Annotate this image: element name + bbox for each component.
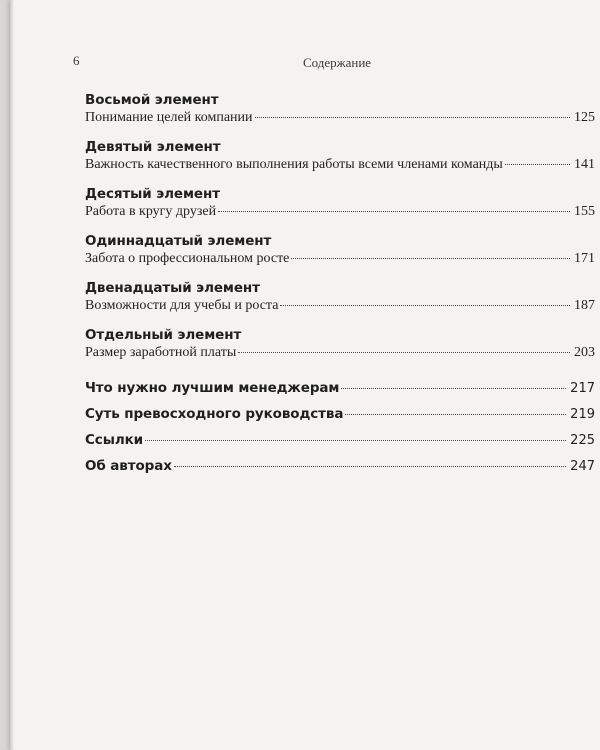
toc-section-best-managers[interactable]: [85, 379, 595, 398]
toc-chapter-11[interactable]: [85, 232, 595, 268]
dot-leader: [174, 466, 566, 467]
page-header: [73, 53, 600, 73]
dot-leader: [505, 164, 570, 165]
chapter-title: Десятый элемент: [85, 186, 220, 202]
page-ref: 219: [570, 407, 595, 422]
chapter-subtitle: Возможности для учебы и роста: [85, 298, 279, 313]
section-title: Суть превосходного руководства: [85, 406, 344, 422]
page-ref: 171: [574, 251, 595, 266]
table-of-contents: [85, 91, 595, 483]
toc-section-about-authors[interactable]: [85, 457, 595, 476]
section-title: Об авторах: [85, 458, 172, 474]
chapter-line: [85, 250, 595, 268]
binding-shadow: [10, 0, 14, 750]
toc-chapter-12[interactable]: [85, 279, 595, 315]
dot-leader: [145, 440, 566, 441]
toc-chapter-8[interactable]: [85, 91, 595, 127]
chapter-line: [85, 344, 595, 362]
chapter-title: Отдельный элемент: [85, 327, 242, 343]
chapter-title: Одиннадцатый элемент: [85, 233, 272, 249]
dot-leader: [280, 305, 570, 306]
page-ref: 141: [574, 157, 595, 172]
running-title: Содержание: [302, 55, 372, 70]
section-title: Что нужно лучшим менеджерам: [85, 380, 340, 396]
page-ref: 187: [574, 298, 595, 313]
chapter-title: Восьмой элемент: [85, 92, 219, 108]
page-ref: 225: [570, 433, 595, 448]
dot-leader: [218, 211, 570, 212]
chapter-subtitle: Понимание целей компании: [85, 110, 253, 125]
chapter-subtitle: Забота о профессиональном росте: [85, 251, 290, 266]
page-ref: 203: [574, 345, 595, 360]
chapter-subtitle: Важность качественного выполнения работы всеми членами команды: [85, 157, 503, 172]
chapter-title: Девятый элемент: [85, 139, 221, 155]
toc-section-references[interactable]: [85, 431, 595, 450]
toc-chapter-10[interactable]: [85, 185, 595, 221]
book-page: [10, 0, 600, 750]
dot-leader: [255, 117, 570, 118]
chapter-subtitle: Размер заработной платы: [85, 345, 237, 360]
chapter-line: [85, 156, 595, 174]
chapter-line: [85, 203, 595, 221]
chapter-line: [85, 109, 595, 127]
dot-leader: [238, 352, 570, 353]
section-title: Ссылки: [85, 432, 144, 448]
dot-leader: [291, 258, 570, 259]
chapter-line: [85, 297, 595, 315]
toc-section-excellent-leadership[interactable]: [85, 405, 595, 424]
chapter-title: Двенадцатый элемент: [85, 280, 260, 296]
toc-chapter-9[interactable]: [85, 138, 595, 174]
page-number: 6: [73, 53, 80, 68]
toc-chapter-separate[interactable]: [85, 326, 595, 362]
dot-leader: [345, 414, 566, 415]
chapter-subtitle: Работа в кругу друзей: [85, 204, 217, 219]
page-ref: 247: [570, 459, 595, 474]
page-ref: 155: [574, 204, 595, 219]
page-ref: 217: [570, 381, 595, 396]
page-ref: 125: [574, 110, 595, 125]
dot-leader: [341, 388, 566, 389]
